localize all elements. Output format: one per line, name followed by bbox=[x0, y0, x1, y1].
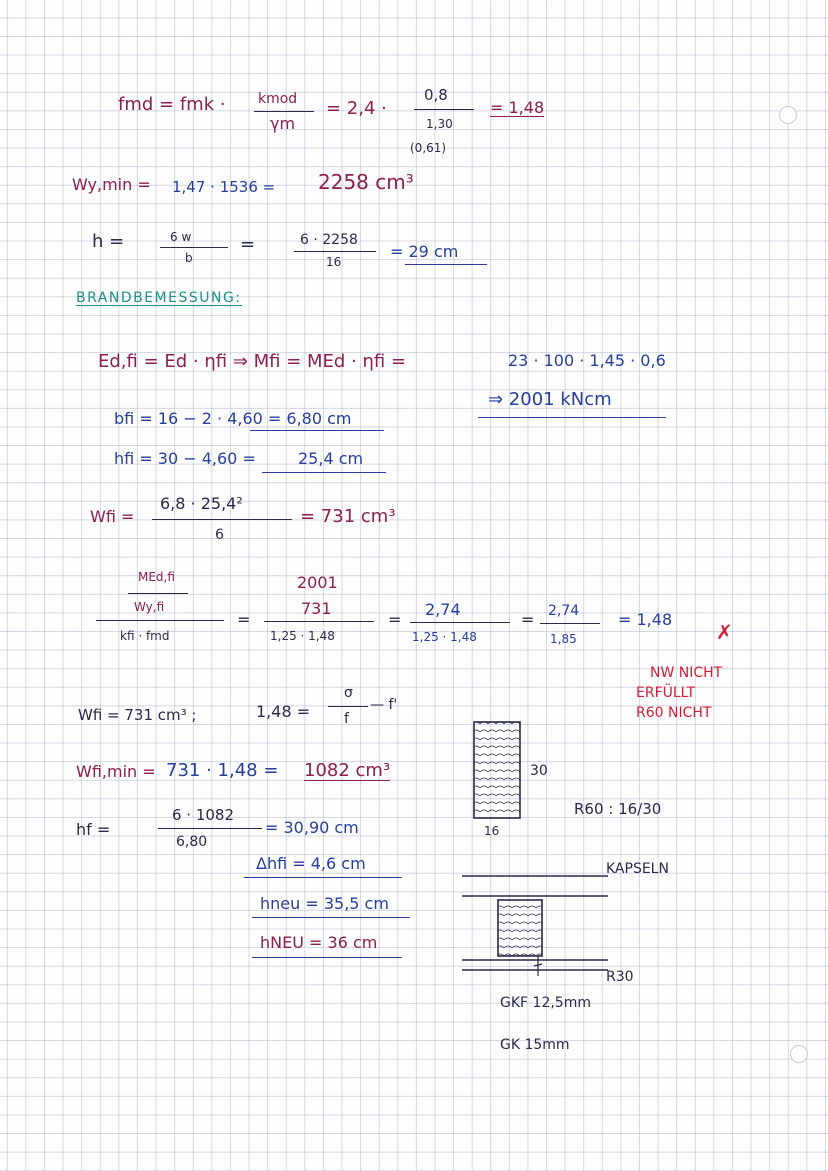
hneu2-line: hNEU = 36 cm bbox=[260, 933, 378, 952]
encapsulated-beam bbox=[498, 900, 542, 956]
ratio-a2: 731 bbox=[301, 599, 332, 618]
section-heading: BRANDBEMESSUNG: bbox=[76, 290, 242, 306]
ratio-b1: 2,74 bbox=[425, 600, 461, 619]
dhf-line: Δhfi = 4,6 cm bbox=[256, 854, 366, 873]
wfa-den: f bbox=[344, 711, 349, 727]
h-num: 6 w bbox=[170, 230, 192, 244]
fmd-eq: = 2,4 · bbox=[326, 98, 387, 119]
wfmin-lhs: Wfi,min = bbox=[76, 762, 156, 781]
wy-expr: 1,47 · 1536 = bbox=[172, 178, 276, 196]
ratio-bd: 1,25 · 1,48 bbox=[412, 630, 477, 644]
fmd-lhs: fmd = fmk · bbox=[118, 94, 226, 115]
hf-result: = 30,90 cm bbox=[265, 818, 359, 837]
wy-lhs: Wy,min = bbox=[72, 175, 151, 194]
bfi-line: bfi = 16 − 2 · 4,60 = 6,80 cm bbox=[114, 409, 352, 428]
ratio-eq2: = bbox=[388, 610, 402, 629]
hneu-line: hneu = 35,5 cm bbox=[260, 894, 389, 913]
sketch-b: 16 bbox=[484, 824, 500, 838]
sketch-r30: R30 bbox=[606, 969, 634, 985]
verdict-l2: ERFÜLLT bbox=[636, 685, 696, 701]
verdict-l3: R60 NICHT bbox=[636, 705, 712, 721]
wfa-num: σ bbox=[344, 685, 353, 701]
ratio-result: = 1,48 bbox=[618, 610, 673, 629]
wf-num: 6,8 · 25,4² bbox=[160, 494, 243, 513]
fmd-kmod: kmod bbox=[258, 91, 298, 107]
hf-num: 6 · 1082 bbox=[172, 806, 235, 824]
h-result: = 29 cm bbox=[390, 242, 459, 261]
ratio-c1: 2,74 bbox=[548, 603, 580, 619]
ratio-a1: 2001 bbox=[297, 573, 338, 592]
wy-result: 2258 cm³ bbox=[318, 170, 414, 194]
ratio-eq3: = bbox=[521, 610, 535, 629]
verdict-l1: NW NICHT bbox=[650, 665, 723, 681]
h-den2: 16 bbox=[326, 255, 342, 269]
fmd-gamma: γm bbox=[270, 114, 296, 133]
ratio-n1: MEd,fi bbox=[138, 570, 175, 584]
ratio-ad: 1,25 · 1,48 bbox=[270, 629, 335, 643]
wf-den: 6 bbox=[215, 527, 224, 543]
fmd-n3: (0,61) bbox=[410, 141, 447, 155]
ratio-eq1: = bbox=[237, 610, 251, 629]
hfi-result: 25,4 cm bbox=[298, 449, 364, 468]
sketch-gk: GK 15mm bbox=[500, 1037, 570, 1053]
h-den: b bbox=[185, 251, 193, 265]
ratio-d: kfi · fmd bbox=[120, 629, 170, 643]
sketch-gkf: GKF 12,5mm bbox=[500, 995, 591, 1011]
hf-den: 6,80 bbox=[176, 834, 208, 850]
sketch-kapseln: KAPSELN bbox=[606, 861, 669, 877]
hfi-line: hfi = 30 − 4,60 = bbox=[114, 449, 256, 468]
ratio-n2: Wy,fi bbox=[134, 600, 165, 614]
wfmin-expr: 731 · 1,48 = bbox=[166, 760, 279, 781]
wf-result: = 731 cm³ bbox=[300, 506, 396, 527]
wfa-lhs: Wfi = 731 cm³ ; bbox=[78, 706, 197, 724]
h-lhs: h = bbox=[92, 231, 125, 252]
wfa-mid: 1,48 = bbox=[256, 702, 311, 721]
wfa-tail: — f' bbox=[370, 697, 398, 713]
h-eq: = bbox=[240, 234, 256, 255]
sketch-r60: R60 : 16/30 bbox=[574, 800, 662, 818]
edfi-result: ⇒ 2001 kNcm bbox=[488, 389, 612, 410]
ratio-cd: 1,85 bbox=[550, 632, 577, 646]
beam-cross-section bbox=[474, 722, 520, 818]
fmd-n2: 1,30 bbox=[426, 117, 453, 131]
wfmin-result: 1082 cm³ bbox=[304, 760, 391, 781]
edfi-expr: Ed,fi = Ed · ηfi ⇒ Mfi = MEd · ηfi = bbox=[98, 351, 407, 372]
fmd-n1: 0,8 bbox=[424, 86, 448, 104]
h-num2: 6 · 2258 bbox=[300, 232, 358, 248]
hf-lhs: hf = bbox=[76, 820, 111, 839]
sketch-h: 30 bbox=[530, 763, 548, 779]
fmd-result: = 1,48 bbox=[490, 98, 545, 117]
cross-mark: ✗ bbox=[716, 620, 733, 644]
edfi-values: 23 · 100 · 1,45 · 0,6 bbox=[508, 351, 666, 370]
wf-lhs: Wfi = bbox=[90, 507, 135, 526]
